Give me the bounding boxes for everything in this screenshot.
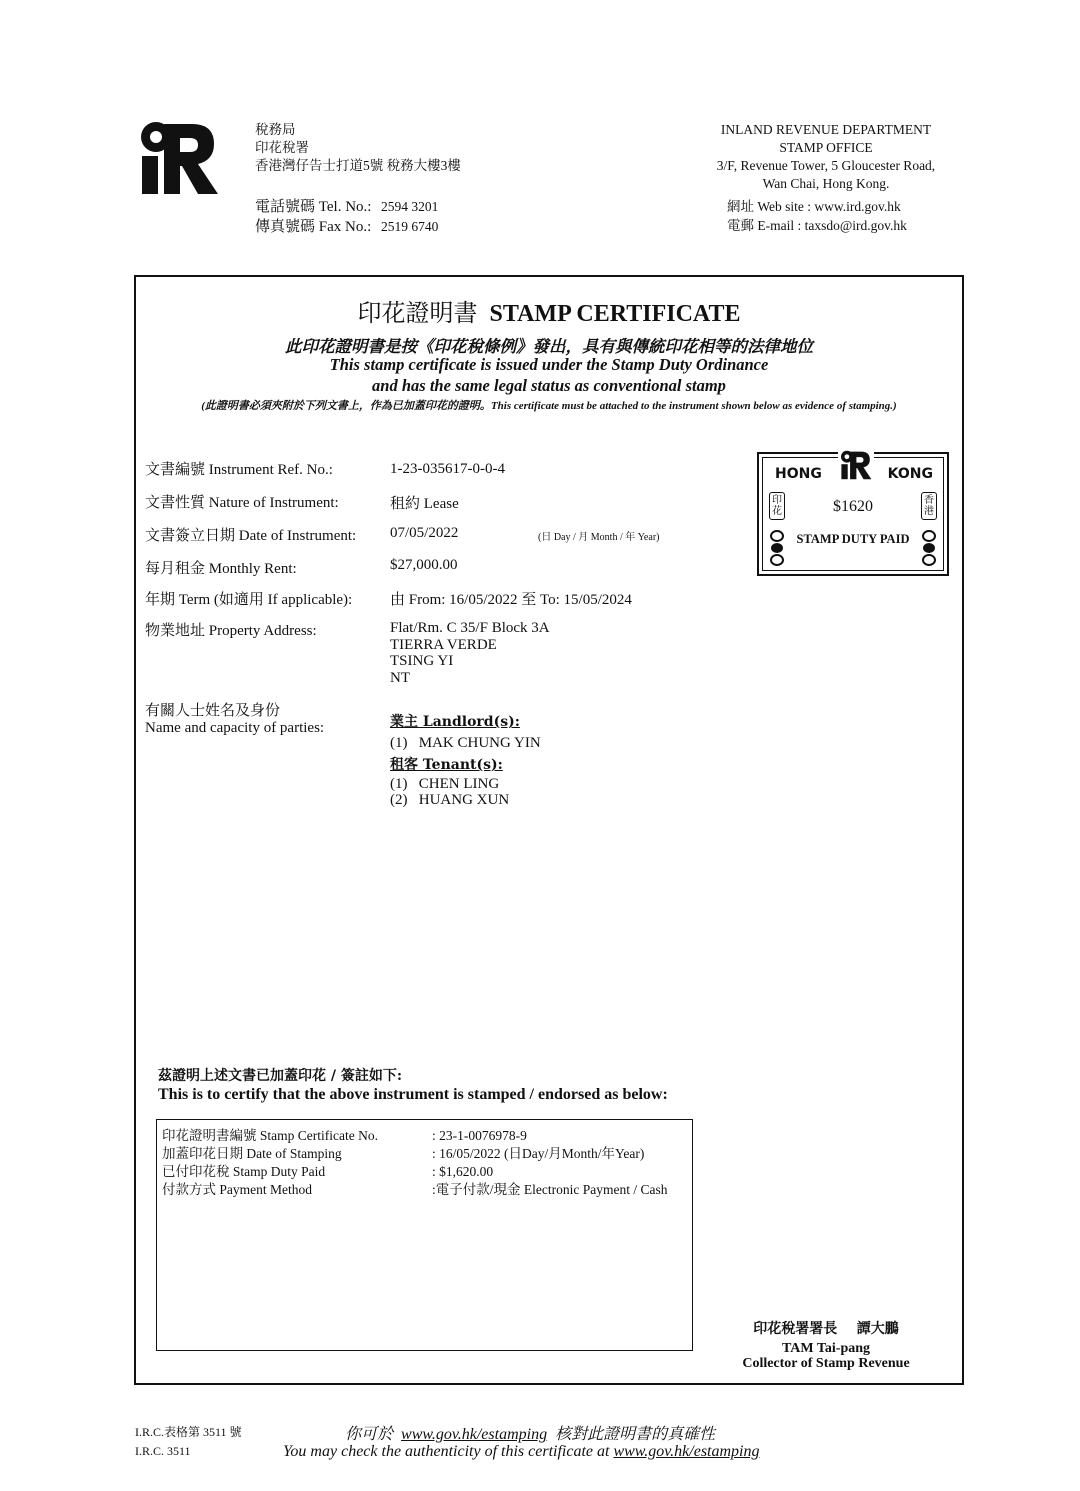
stamp-kong: KONG: [887, 466, 933, 482]
subtitle-en-1: This stamp certificate is issued under the Stamp Duty Ordinance: [329, 355, 769, 374]
subtitle-en-2: and has the same legal status as conventional stamp: [372, 376, 726, 395]
property-address: [390, 620, 550, 686]
verify-en-pre: You may check the authenticity of this certificate at: [283, 1443, 610, 1460]
fax-label: 傳真號碼 Fax No.:: [255, 219, 372, 235]
attachment-note: (此證明書必須夾附於下列文書上，作為已加蓋印花的證明。This certificate must be attached to the instrument shown below as evidence of stamping.): [201, 400, 897, 412]
stamp-left-tag: 印花: [769, 492, 785, 520]
detail-label: 加蓋印花日期 Date of Stamping: [162, 1146, 342, 1161]
stamp-right-tag: 香港: [921, 492, 937, 520]
tenant-name: (2) HUANG XUN: [390, 792, 510, 808]
tenant-heading: 租客 Tenant(s):: [390, 757, 503, 773]
email[interactable]: 電郵 E-mail : taxsdo@ird.gov.hk: [727, 218, 907, 233]
verify-note-en: [283, 1443, 760, 1461]
ird-logo: [138, 120, 220, 196]
stamp-ornament-icon: [770, 530, 784, 566]
stamp-paid-text: STAMP DUTY PAID: [796, 532, 910, 546]
certificate-title: [134, 293, 964, 328]
header-left-contact: [255, 197, 438, 237]
address-zh: 香港灣仔告士打道5號 稅務大樓3樓: [255, 158, 461, 173]
stamp-ird-logo: [838, 450, 874, 480]
landlord-heading: 業主 Landlord(s):: [390, 714, 520, 730]
verify-note-zh: [345, 1421, 715, 1444]
ref-label: 文書編號 Instrument Ref. No.:: [145, 462, 333, 478]
detail-value: : 23-1-0076978-9: [432, 1128, 527, 1143]
estamping-link[interactable]: www.gov.hk/estamping: [401, 1426, 548, 1443]
landlord-name: (1) MAK CHUNG YIN: [390, 735, 541, 751]
date-value: 07/05/2022: [390, 525, 459, 541]
stamp-duty-paid-seal: [757, 452, 949, 576]
detail-value: : $1,620.00: [432, 1164, 494, 1179]
nature-value: 租約 Lease: [390, 496, 459, 512]
detail-label: 印花證明書編號 Stamp Certificate No.: [162, 1128, 378, 1143]
verify-zh-pre: 你可於: [345, 1426, 394, 1443]
dept-en: INLAND REVENUE DEPARTMENT: [720, 122, 932, 137]
stamp-amount: $1620: [833, 498, 873, 515]
tenant-name: (1) CHEN LING: [390, 776, 500, 792]
header-right-contact: [727, 197, 907, 235]
title-en: STAMP CERTIFICATE: [489, 301, 741, 327]
tel-value: 2594 3201: [381, 199, 439, 214]
detail-value: : 16/05/2022 (日Day/月Month/年Year): [432, 1146, 645, 1161]
form-number: [135, 1423, 242, 1461]
ref-value: 1-23-035617-0-0-4: [390, 461, 505, 477]
rent-label: 每月租金 Monthly Rent:: [145, 561, 297, 577]
address-label: 物業地址 Property Address:: [145, 623, 317, 639]
parties-label: [145, 703, 324, 736]
title-zh: 印花證明書: [357, 301, 478, 327]
detail-value: :電子付款/現金 Electronic Payment / Cash: [432, 1182, 668, 1197]
detail-label: 已付印花稅 Stamp Duty Paid: [162, 1164, 326, 1179]
date-format: (日 Day / 月 Month / 年 Year): [538, 532, 660, 543]
address-en-2: Wan Chai, Hong Kong.: [762, 176, 890, 191]
form-number-zh: I.R.C.表格第 3511 號: [135, 1425, 242, 1439]
term-label: 年期 Term (如適用 If applicable):: [145, 592, 353, 608]
subtitle-zh: 此印花證明書是按《印花稅條例》發出，具有與傳統印花相等的法律地位: [285, 337, 813, 356]
rent-value: $27,000.00: [390, 557, 458, 573]
header-left: [255, 121, 461, 175]
header-right: [690, 121, 962, 193]
address-line: TIERRA VERDE: [390, 636, 497, 653]
detail-label: 付款方式 Payment Method: [162, 1182, 312, 1197]
collector-name-en: TAM Tai-pang: [781, 1341, 871, 1356]
endorsement-heading-en: This is to certify that the above instrument is stamped / endorsed as below:: [158, 1086, 668, 1103]
term-value: 由 From: 16/05/2022 至 To: 15/05/2024: [390, 592, 632, 608]
endorsement-heading-zh: 茲證明上述文書已加蓋印花 / 簽註如下:: [158, 1068, 403, 1084]
parties-label-en: Name and capacity of parties:: [145, 719, 325, 736]
fax-value: 2519 6740: [381, 219, 439, 234]
address-line: TSING YI: [390, 653, 454, 669]
parties-label-zh: 有關人士姓名及身份: [145, 703, 281, 719]
collector-title-zh: 印花稅署署長 譚大鵬: [753, 1321, 899, 1337]
estamping-link[interactable]: www.gov.hk/estamping: [613, 1443, 760, 1460]
date-label: 文書簽立日期 Date of Instrument:: [145, 528, 357, 544]
address-line: Flat/Rm. C 35/F Block 3A: [390, 620, 550, 636]
stamp-ornament-icon: [922, 530, 936, 566]
stamp-details-labels: [162, 1127, 378, 1199]
dept-zh: 稅務局: [255, 122, 296, 137]
stamp-hong: HONG: [775, 466, 822, 482]
parties: [390, 711, 541, 808]
form-number-en: I.R.C. 3511: [135, 1444, 191, 1458]
address-line: NT: [390, 669, 410, 686]
verify-zh-post: 核對此證明書的真確性: [555, 1426, 716, 1443]
collector-signature: [740, 1341, 912, 1371]
office-zh: 印花稅署: [255, 140, 309, 155]
collector-title-en: Collector of Stamp Revenue: [742, 1356, 910, 1371]
office-en: STAMP OFFICE: [779, 140, 873, 155]
address-en-1: 3/F, Revenue Tower, 5 Gloucester Road,: [716, 158, 936, 173]
tel-label: 電話號碼 Tel. No.:: [255, 199, 372, 215]
website[interactable]: 網址 Web site : www.ird.gov.hk: [727, 199, 901, 214]
stamp-details-values: [432, 1127, 667, 1199]
nature-label: 文書性質 Nature of Instrument:: [145, 495, 339, 511]
